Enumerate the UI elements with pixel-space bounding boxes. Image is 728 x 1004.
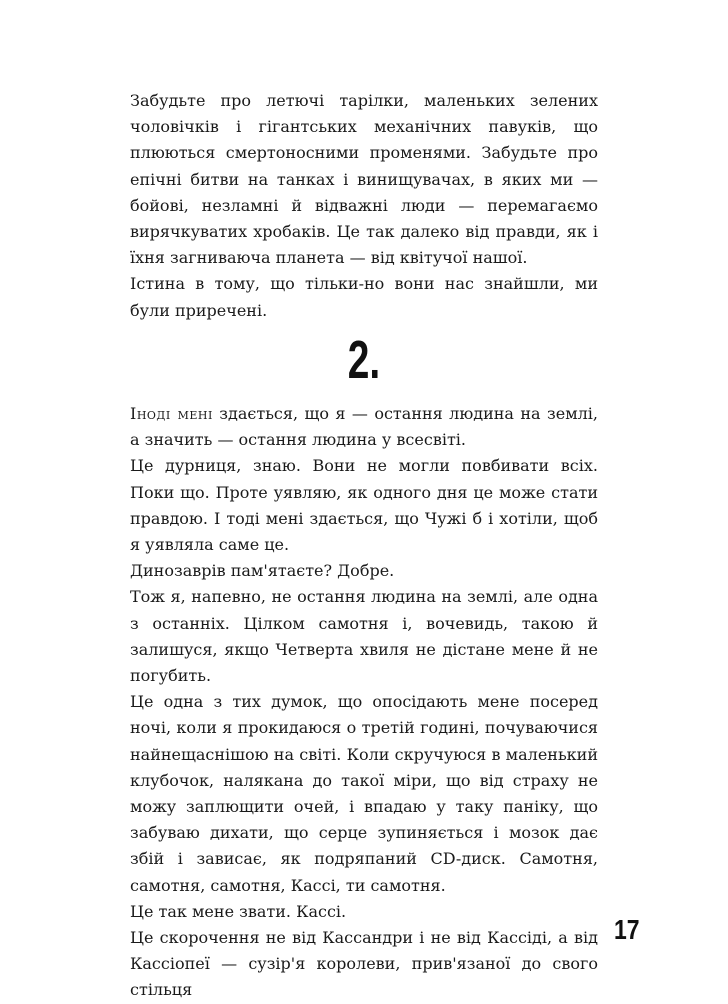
- paragraph: Тож я, напевно, не остання людина на землі, але одна з останніх. Цілком самотня і, вочевидь, такою й залишуся, якщо Четверта хвиля не дістане мене й не погубить.: [130, 587, 598, 686]
- page-number: 17: [614, 914, 640, 945]
- paragraph: Це одна з тих думок, що опосідають мене посеред ночі, коли я прокидаюся о третій годині, почуваючися найнещаснішою на світі. Коли скручуюся в маленький клубочок, налякана до такої міри, що від страху не можу заплющити очей, і впадаю у таку паніку, що забуваю дихати, що серце зупиняється і мозок дає збій і зависає, як подряпаний CD-диск. Самотня, самотня, самотня, Кассі, ти самотня.: [130, 692, 598, 895]
- opening-text: здається, що я — остання людина на землі, а значить — остання людина у всесвіті.: [130, 404, 598, 450]
- text-section-bottom: [130, 401, 598, 1004]
- paragraph: Це дурниця, знаю. Вони не могли повбивати всіх. Поки що. Проте уявляю, як одного дня це може стати правдою. І тоді мені здається, що Чужі б і хотіли, щоб я уявляла саме це.: [130, 456, 598, 555]
- paragraph: Динозаврів пам'ятаєте? Добре.: [130, 561, 395, 581]
- paragraph: Це так мене звати. Кассі.: [130, 901, 347, 921]
- paragraph: Забудьте про летючі тарілки, маленьких зелених чоловічків і гігантських механічних павуків, що плюються смертоносними променями. Забудьте про епічні битви на танках і винищувачах, в яких ми — бойові, незламні й відважні люди — перемагаємо вирячкуватих хробаків. Це так далеко від правди, як і їхня загниваюча планета — від квітучої нашої.: [130, 91, 598, 268]
- paragraph: Це скорочення не від Кассандри і не від Кассіді, а від Кассіопеї — сузір'я королеви, прив'язаної до свого стільця: [130, 928, 598, 1000]
- chapter-number: 2.: [347, 330, 381, 390]
- text-section-top: [130, 88, 598, 324]
- opening-paragraph: [130, 401, 598, 453]
- opening-smallcaps: Іноді мені: [130, 404, 213, 423]
- paragraph: Істина в тому, що тільки-но вони нас знайшли, ми були приречені.: [130, 274, 598, 320]
